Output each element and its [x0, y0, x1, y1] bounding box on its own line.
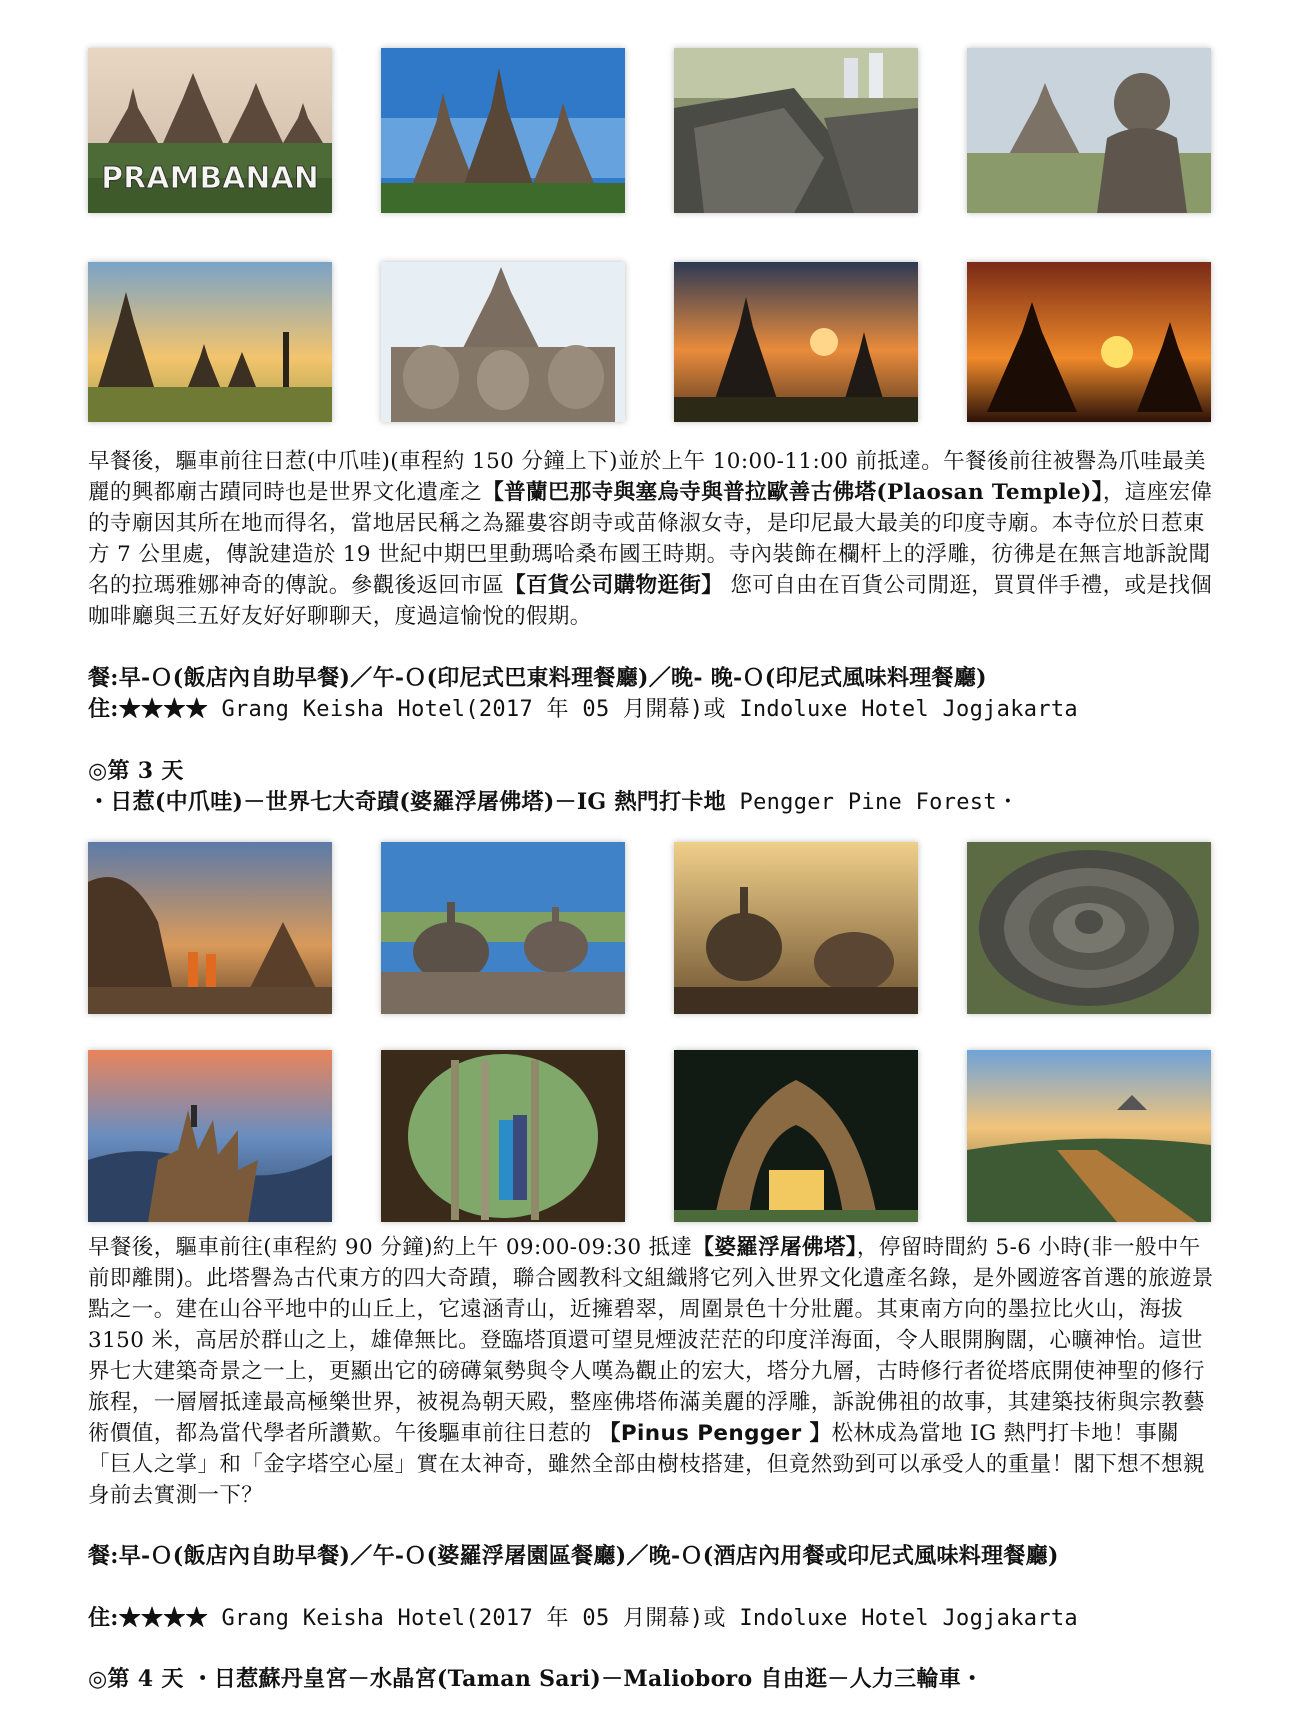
day3-text-c: 松林成為當地 IG 熱門打卡地！事關「巨人之掌」和「金字塔空心屋」實在太神奇，雖然全部由樹枝搭建，但竟然勁到可以承受人的重量！閣下想不想親身前去實測一下？: [88, 1421, 1205, 1508]
day4-heading: ◎第 4 天: [88, 1666, 184, 1692]
plaosan-guardian-statue-photo: [967, 48, 1211, 213]
borobudur-sunrise-photo: [674, 842, 918, 1014]
prambanan-temple-photo: [381, 48, 625, 213]
pine-forest-couple-photo: [381, 1050, 625, 1222]
borobudur-stupas-photo: [381, 842, 625, 1014]
plaosan-sunset-silhouette-photo: [88, 262, 332, 422]
day3-hotel-label: 住:★★★★: [88, 1605, 208, 1631]
day3-route: [88, 787, 1222, 818]
temple-orange-sunset-photo: [967, 262, 1211, 422]
day3-text-a: 早餐後，驅車前往(車程約 90 分鐘)約上午 09:00-09:30 抵達: [88, 1235, 693, 1260]
borobudur-monks-photo: [88, 842, 332, 1014]
day2-text-c: 您可自由在百貨公司閒逛，買買伴手禮，或是找個咖啡廳與三五好友好好聊聊天，度過這愉悅的假期。: [88, 573, 1213, 629]
wooden-arch-house-photo: [674, 1050, 918, 1222]
prambanan-sign-photo: [88, 48, 332, 213]
day3-description: [88, 1232, 1222, 1511]
day2-description: [88, 446, 1222, 632]
temple-sunset-photo: [674, 262, 918, 422]
day2-text-b: ，這座宏偉的寺廟因其所在地而得名，當地居民稱之為羅婁容朗寺或苗條淑女寺，是印尼最大最美的印度寺廟。本寺位於日惹東方 7 公里處，傳說建造於 19 世紀中期巴里動瑪哈桑布國王時期。寺內裝飾在欄杆上的浮雕，彷彿是在無言地訴說聞名的拉瑪雅娜神奇的傳說。參觀後返回市區: [88, 480, 1213, 598]
giant-hand-viewpoint-photo: [88, 1050, 332, 1222]
day2-highlight-plaosan: 【普蘭巴那寺與塞烏寺與普拉歐善古佛塔(Plaosan Temple)】: [482, 480, 1103, 505]
day3-photo-grid: [88, 842, 1220, 1222]
day3-meal-line: 餐:早-Ｏ(飯店內自助早餐)／午-Ｏ(婆羅浮屠園區餐廳)／晚-Ｏ(酒店內用餐或印尼式風味料理餐廳): [88, 1543, 1059, 1569]
day3-hotel-text: Grang Keisha Hotel(2017 年 05 月開幕)或 Indoluxe Hotel Jogjakarta: [207, 1606, 1078, 1631]
day3-text-b: ，停留時間約 5-6 小時(非一般中午前即離開)。此塔譽為古代東方的四大奇蹟，聯合國教科文組織將它列入世界文化遺產名錄，是外國遊客首選的旅遊景點之一。建在山谷平地中的山丘上，它遠涵青山，近擁碧翠，周圍景色十分壯麗。其東南方向的墨拉比火山，海拔 3150 米，高居於群山之上，雄偉無比。登臨塔頂還可望見煙波茫茫的印度洋海面，令人眼開胸闊，心曠神怡。這世界七大建築奇景之一上，更顯出它的磅礡氣勢與令人嘆為觀止的宏大，塔分九層，古時修行者從塔底開使神聖的修行旅程，一層層抵達最高極樂世界，被視為朝天殿，整座佛塔佈滿美麗的浮雕，訴說佛祖的故事，其建築技術與宗教藝術價值，都為當代學者所讚歎。午後驅車前往日惹的: [88, 1235, 1214, 1446]
wooden-walkway-sunset-photo: [967, 1050, 1211, 1222]
prambanan-sign-text: PRAMBANAN: [101, 161, 319, 196]
day4-route: ・日惹蘇丹皇宮－水晶宮(Taman Sari)－Malioboro 自由逛－人力三輪車・: [183, 1666, 984, 1692]
day3-route-pine-forest: Pengger Pine Forest・: [725, 790, 1020, 815]
day2-hotel-label: 住:★★★★: [88, 696, 208, 722]
day4-header-line: [88, 1664, 1222, 1695]
day2-photo-grid: [88, 48, 1220, 428]
borobudur-aerial-photo: [967, 842, 1211, 1014]
day3-route-main: ・日惹(中爪哇)－世界七大奇蹟(婆羅浮屠佛塔)－IG 熱門打卡地: [88, 789, 726, 815]
day2-hotel-line: [88, 694, 1222, 725]
day2-highlight-shopping: 【百貨公司購物逛街】: [504, 573, 724, 598]
day3-highlight-pinus: 【Pinus Pengger 】: [598, 1421, 832, 1446]
day3-hotel-line: [88, 1603, 1222, 1634]
day2-meal-line: 餐:早-Ｏ(飯店內自助早餐)／午-Ｏ(印尼式巴東料理餐廳)／晚- 晚-Ｏ(印尼式風味料理餐廳): [88, 665, 987, 691]
plaosan-buddha-reliefs-photo: [381, 262, 625, 422]
day3-heading: ◎第 3 天: [88, 758, 184, 784]
day3-highlight-borobudur: 【婆羅浮屠佛塔】: [692, 1235, 857, 1260]
plaosan-ruins-photo: [674, 48, 918, 213]
day2-hotel-text: Grang Keisha Hotel(2017 年 05 月開幕)或 Indoluxe Hotel Jogjakarta: [207, 697, 1078, 722]
day2-text-a: 早餐後，驅車前往日惹(中爪哇)(車程約 150 分鐘上下)並於上午 10:00-11:00 前抵達。午餐後前往被譽為爪哇最美麗的興都廟古蹟同時也是世界文化遺產之: [88, 449, 1206, 505]
